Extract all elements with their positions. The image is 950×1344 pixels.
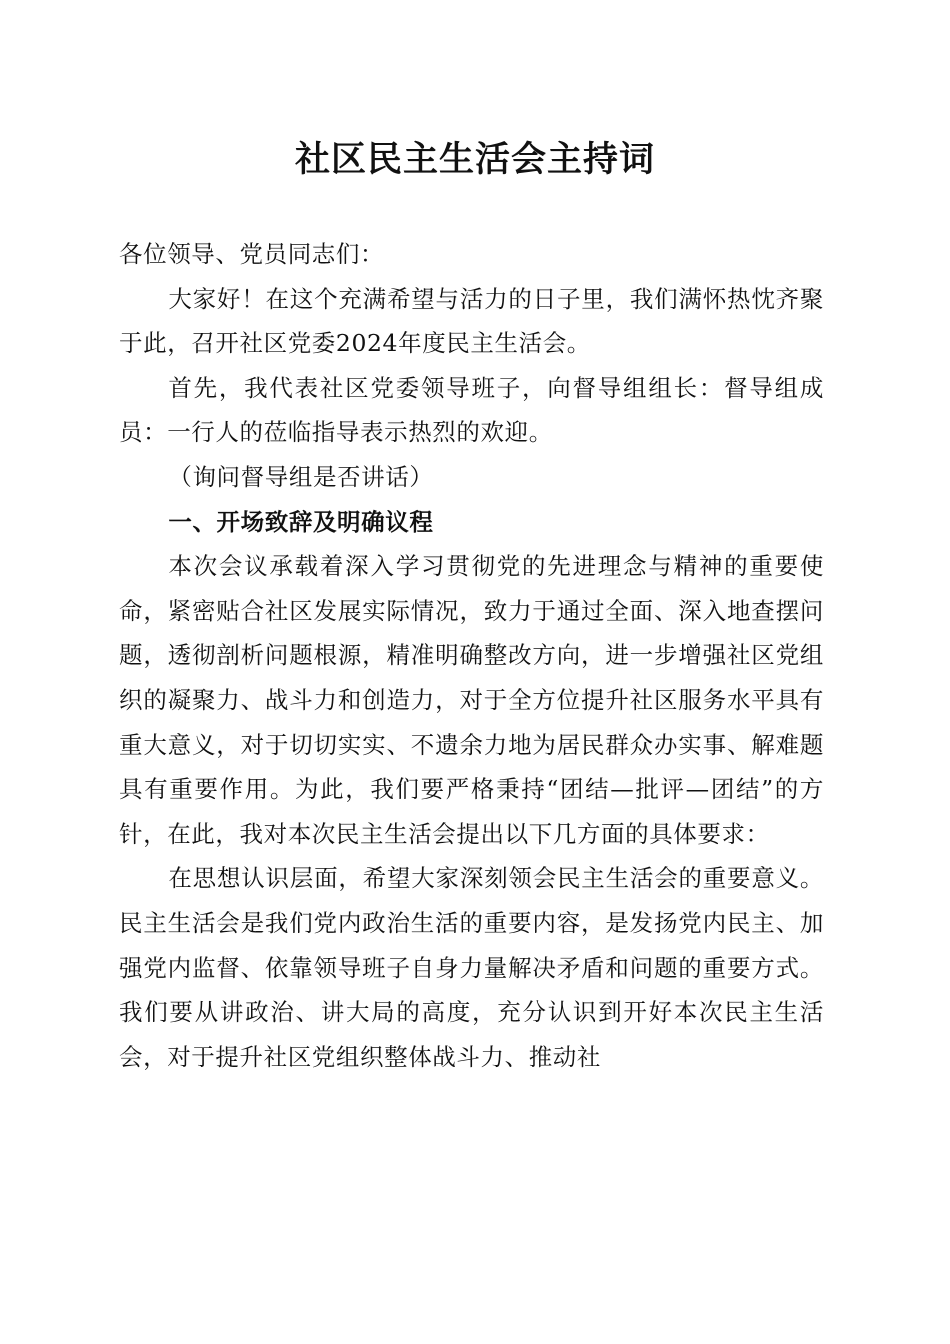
paragraph-note: （询问督导组是否讲话） (168, 462, 434, 491)
paragraph-welcome: 首先，我代表社区党委领导班子，向督导组组长：督导组成员：一行人的莅临指导表示热烈的欢迎。 (119, 373, 824, 447)
paragraph-section-intro: 本次会议承载着深入学习贯彻党的先进理念与精神的重要使命，紧密贴合社区发展实际情况，致力于通过全面、深入地查摆问题，透彻剖析问题根源，精准明确整改方向，进一步增强社区党组织的凝聚力、战斗力和创造力，对于全方位提升社区服务水平具有重大意义，对于切切实实、不遗余力地为居民群众办实事、解难题具有重要作用。为此，我们要严格秉持“团结—批评—团结”的方针，在此，我对本次民主生活会提出以下几方面的具体要求： (119, 552, 824, 848)
paragraph-greeting: 大家好！在这个充满希望与活力的日子里，我们满怀热忱齐聚于此，召开社区党委2024年度民主生活会。 (119, 284, 824, 358)
section-heading: 一、开场致辞及明确议程 (168, 507, 434, 536)
document-title: 社区民主生活会主持词 (294, 139, 655, 180)
document-body (119, 232, 824, 1079)
paragraph-thinking: 在思想认识层面，希望大家深刻领会民主生活会的重要意义。民主生活会是我们党内政治生活的重要内容，是发扬党内民主、加强党内监督、依靠领导班子自身力量解决矛盾和问题的重要方式。我们要从讲政治、讲大局的高度，充分认识到开好本次民主生活会，对于提升社区党组织整体战斗力、推动社 (119, 864, 824, 1071)
salutation: 各位领导、党员同志们： (119, 240, 385, 268)
